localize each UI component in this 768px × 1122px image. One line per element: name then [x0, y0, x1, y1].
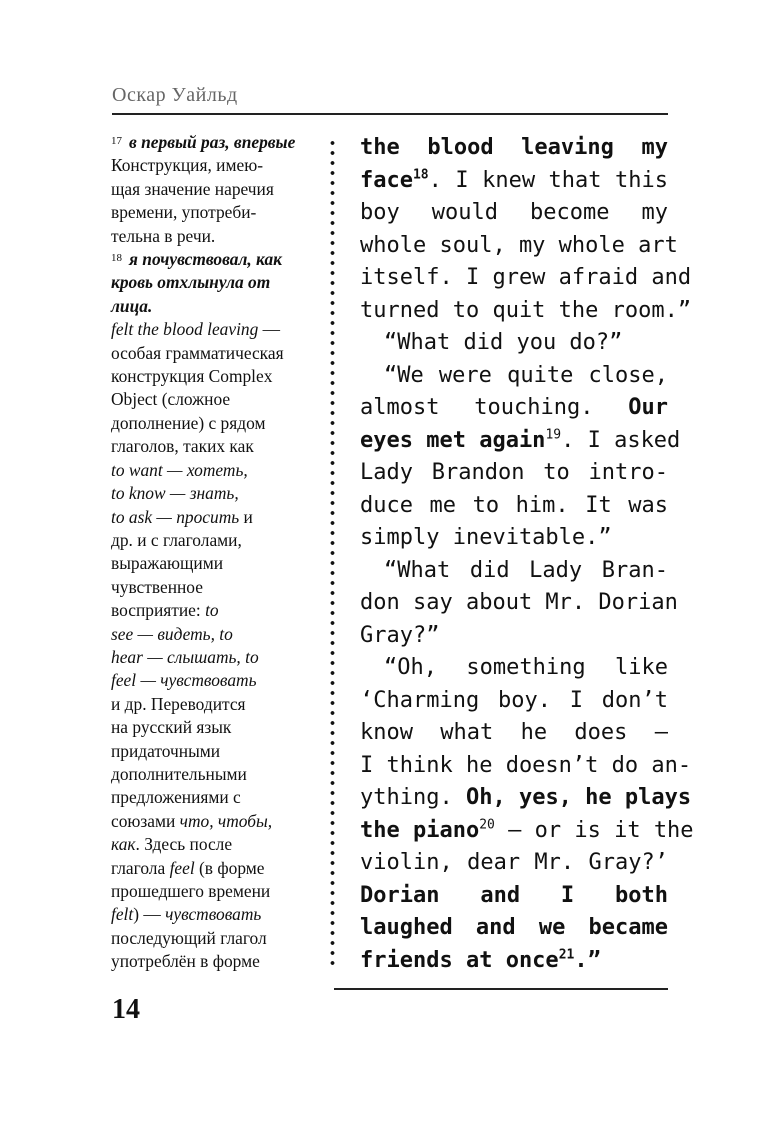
footnote-line: to want — хотеть, [111, 459, 248, 480]
text-line: Dorian and I both [360, 882, 668, 908]
footnote-ref: 21 [558, 947, 575, 963]
footnote-line: прошедшего времени [111, 881, 271, 901]
text-line: face$^{18}$. I knew that this [360, 167, 668, 193]
text-line: eyes met again$^{19}$. I asked [360, 427, 681, 453]
text-line: friends at once$^{21}$.” [360, 947, 601, 973]
text-line: violin, dear Mr. Gray?’ [360, 850, 668, 875]
text-line: “What did you do?” [384, 330, 623, 355]
footnote-line: see — видеть, to [111, 623, 233, 644]
footnote-ref: 20 [479, 817, 495, 833]
text-line: I think he doesn’t do an- [360, 752, 692, 778]
footnote-line: to ask — просить и [111, 506, 253, 527]
footnote-line: felt the blood leaving — [111, 319, 281, 340]
footnote-line: времени, употреби- [111, 202, 257, 223]
header-rule [112, 113, 668, 115]
footnote-18-heading: лица. [111, 295, 153, 316]
text-line: the blood leaving my [360, 135, 668, 160]
footnote-line: щая значение наречия [111, 178, 274, 199]
page-number: 14 [112, 994, 140, 1025]
footnote-number: 17 [111, 135, 122, 147]
footnote-line: придаточными [111, 740, 221, 761]
text-line: “We were quite close, [384, 362, 668, 388]
text-line: boy would become my [360, 200, 668, 225]
running-header: Оскар Уайльд [112, 84, 238, 106]
text-line: ‘Charming boy. I don’t [360, 687, 668, 713]
footnote-line: на русский язык [111, 717, 232, 738]
main-text-column [360, 132, 694, 977]
footnote-18-heading: кровь отхлынула от [111, 272, 271, 293]
footnote-18-heading: $^{18}$ я почувствовал, как [111, 249, 282, 270]
text-line: laughed and we became [360, 915, 668, 940]
bottom-rule [334, 988, 668, 990]
text-line: itself. I grew afraid and [360, 265, 692, 290]
dotted-divider [330, 138, 335, 970]
text-line: simply inevitable.” [360, 525, 612, 550]
footnote-ref: 19 [545, 427, 562, 443]
footnote-ref: 18 [412, 167, 429, 183]
text-line: Lady Brandon to intro- [360, 460, 668, 485]
footnote-line: Object (сложное [111, 389, 231, 410]
text-line: almost touching. Our [360, 395, 668, 420]
footnote-line: дополнительными [111, 763, 247, 784]
text-line: “What did Lady Bran- [384, 557, 668, 583]
footnote-line: предложениями с [111, 787, 241, 808]
footnote-line: тельна в речи. [111, 225, 216, 246]
footnote-17 [111, 131, 316, 248]
footnote-line: как. Здесь после [111, 834, 233, 855]
footnote-line: Конструкция, имею- [111, 155, 263, 176]
footnote-17-heading: $^{17}$ в первый раз, впервые [111, 132, 296, 152]
text-line: turned to quit the room.” [360, 297, 692, 323]
text-line: the piano$^{20}$ — or is it the [360, 817, 694, 843]
footnote-line: feel — чувствовать [111, 670, 257, 691]
footnote-line: to know — знать, [111, 483, 239, 504]
footnote-line: союзами что, чтобы, [111, 810, 273, 831]
text-line: whole soul, my whole art [360, 232, 678, 258]
footnotes-column [111, 131, 316, 974]
footnote-line: восприятие: to [111, 600, 219, 621]
footnote-line: и др. Переводится [111, 693, 246, 714]
footnote-line: последующий глагол [111, 927, 267, 948]
text-line: Gray?” [360, 622, 440, 648]
footnote-line: употреблён в форме [111, 951, 260, 972]
text-line: know what he does — [360, 720, 668, 745]
footnote-line: выражающими [111, 553, 224, 574]
footnote-number: 18 [111, 252, 122, 265]
footnote-line: др. и с глаголами, [111, 529, 242, 550]
footnote-line: особая грамматическая [111, 342, 284, 363]
text-line: “Oh, something like [384, 655, 668, 680]
footnote-line: чувственное [111, 576, 203, 597]
text-line: don say about Mr. Dorian [360, 590, 678, 615]
text-line: ything. Oh, yes, he plays [360, 785, 692, 810]
text-line: duce me to him. It was [360, 492, 668, 518]
footnote-line: дополнение) с рядом [111, 412, 266, 433]
footnote-line: глаголов, таких как [111, 436, 254, 457]
footnote-line: конструкция Complex [111, 366, 273, 387]
footnote-line: hear — слышать, to [111, 646, 259, 667]
footnote-line: felt) — чувствовать [111, 904, 262, 925]
footnote-18 [111, 248, 316, 974]
footnote-line: глагола feel (в форме [111, 857, 265, 878]
